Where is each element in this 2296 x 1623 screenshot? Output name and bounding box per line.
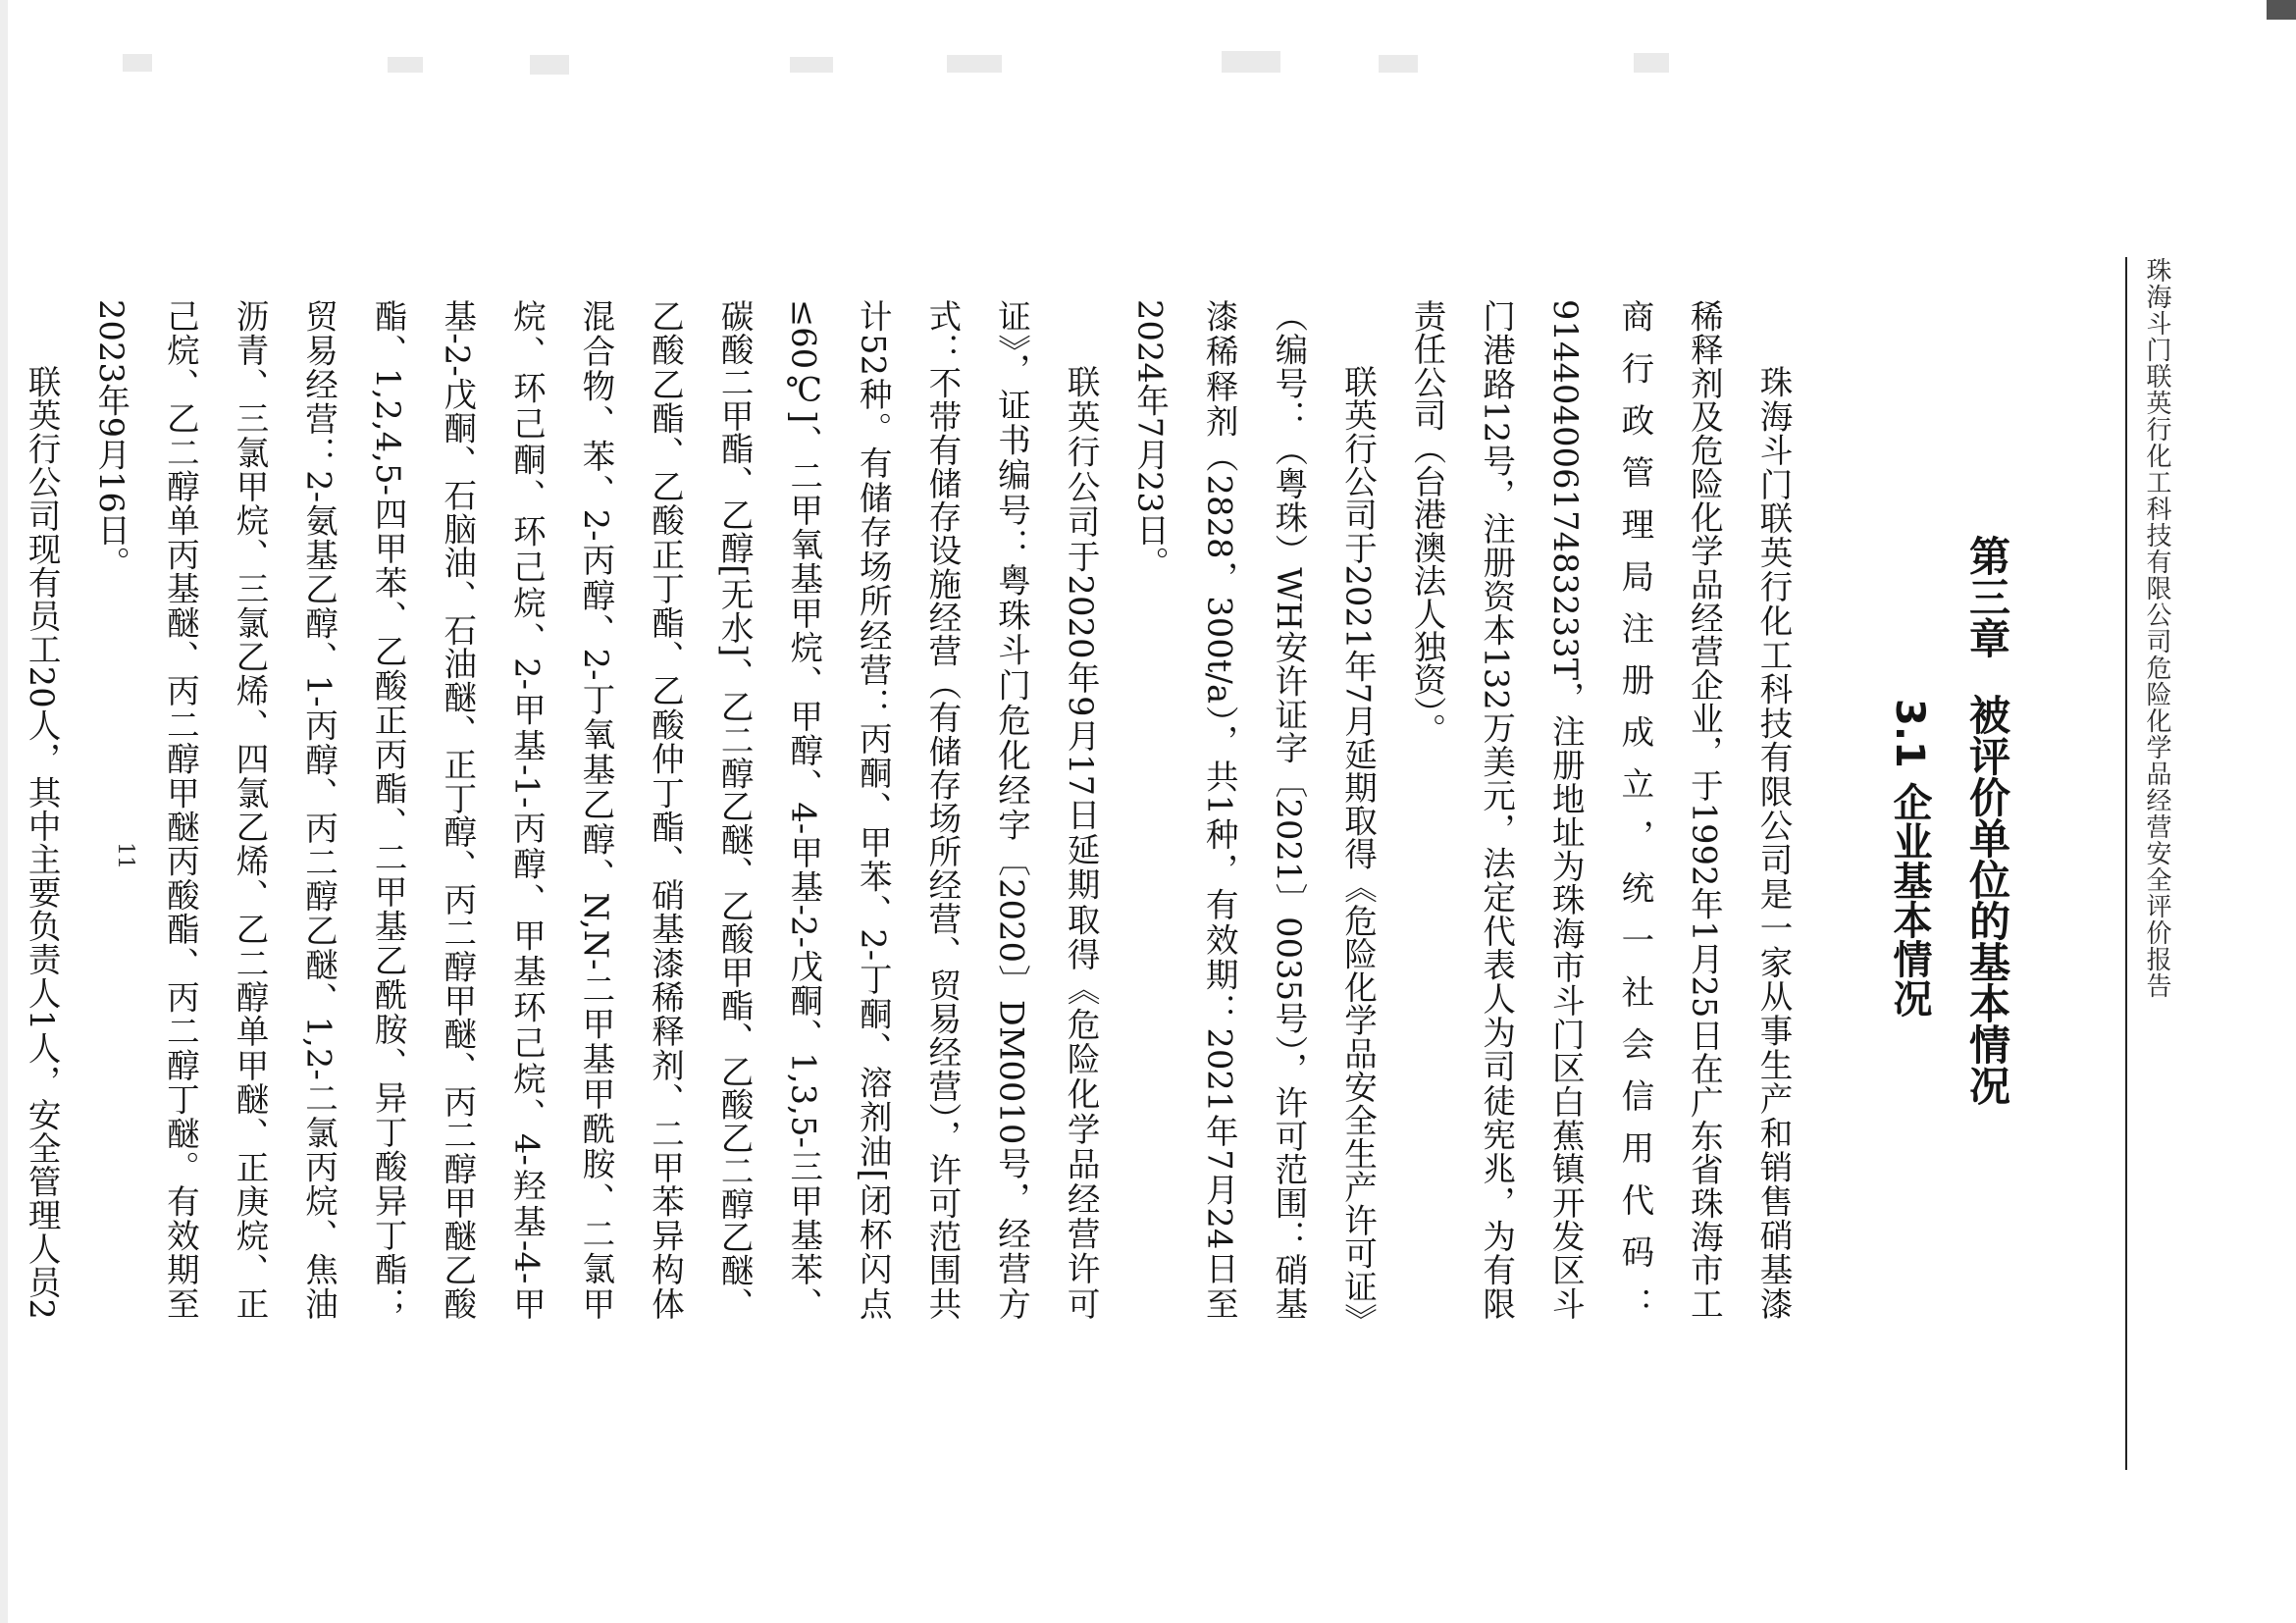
paragraph-production-license: 联英行公司于2021年7月延期取得《危险化学品安全生产许可证》（编号：（粤珠）WH安许证字〔2021〕0035号），许可范围：硝基漆稀释剂（2828，300t/a），共1种，有效期：2021年7月24日至2024年7月23日。: [1130, 299, 1378, 1320]
chapter-name: 被评价单位的基本情况: [1963, 694, 2011, 1106]
running-header: 珠海斗门联英行化工科技有限公司危险化学品经营安全评价报告: [2142, 257, 2171, 999]
section-heading: 3.1 企业基本情况: [1887, 699, 1932, 1018]
paragraph-staffing: 联英行公司现有员工20人，其中主要负责人1人，安全管理人员2: [23, 365, 62, 1320]
scan-corner-mark: [2267, 0, 2296, 20]
header-rule: [2125, 257, 2127, 1470]
paragraph-company-overview: 珠海斗门联英行化工科技有限公司是一家从事生产和销售硝基漆稀释剂及危险化学品经营企业，于1992年1月25日在广东省珠海市工商行政管理局注册成立，统一社会信用代码：91440400617483233T，注册地址为珠海市斗门区白蕉镇开发区斗门港路12号，注册资本132万美元，法定代表人为司徒宪兆，为有限责任公司（台港澳法人独资）。: [1408, 299, 1793, 1320]
page-number: 11: [113, 842, 137, 869]
paragraph-operating-license: 联英行公司于2020年9月17日延期取得《危险化学品经营许可证》，证书编号：粤珠斗门危化经字〔2020〕DM0010号，经营方式：不带有储存设施经营（有储存场所经营、贸易经营），许可范围共计52种。有储存场所经营：丙酮、甲苯、2-丁酮、溶剂油[闭杯闪点≤60℃]、二甲氧基甲烷、甲醇、4-甲基-2-戊酮、1,3,5-三甲基苯、碳酸二甲酯、乙醇[无水]、乙二醇乙醚、乙酸甲酯、乙酸乙二醇乙醚、乙酸乙酯、乙酸正丁酯、乙酸仲丁酯、硝基漆稀释剂、二甲苯异构体混合物、苯、2-丙醇、2-丁氧基乙醇、N,N-二甲基甲酰胺、二氯甲烷、环己酮、环己烷、2-甲基-1-丙醇、甲基环己烷、4-羟基-4-甲基-2-戊酮、石脑油、石油醚、正丁醇、丙二醇甲醚、丙二醇甲醚乙酸酯、1,2,4,5-四甲苯、乙酸正丙酯、二甲基乙酰胺、异丁酸异丁酯；贸易经营：2-氨基乙醇、1-丙醇、丙二醇乙醚、1,2-二氯丙烷、焦油沥青、三氯甲烷、三氯乙烯、四氯乙烯、乙二醇单甲醚、正庚烷、正己烷、乙二醇单丙基醚、丙二醇甲醚丙酸酯、丙二醇丁醚。有效期至2023年9月16日。: [91, 299, 1101, 1320]
chapter-number: 第三章: [1963, 535, 2011, 658]
chapter-heading: [1957, 535, 2016, 1124]
